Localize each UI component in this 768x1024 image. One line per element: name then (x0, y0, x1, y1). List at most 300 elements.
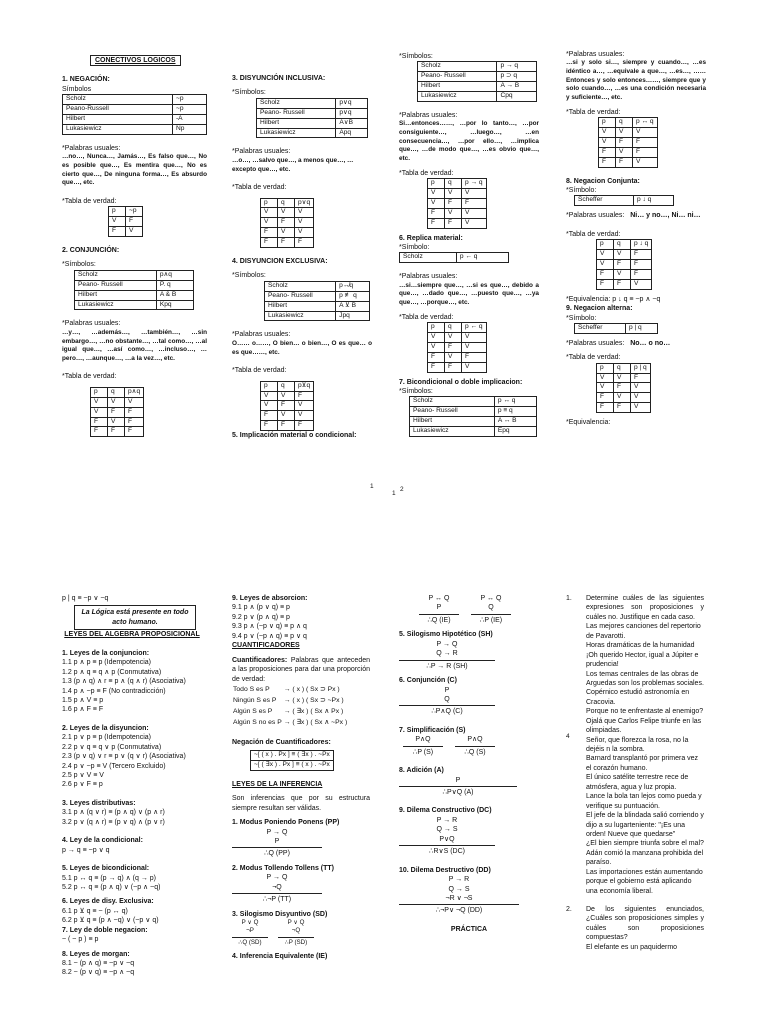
table-row (261, 401, 314, 411)
table-row (265, 311, 370, 321)
law-item: 2.5 p ∨ V ≡ V (62, 772, 104, 779)
label: *Símbolo: (566, 186, 597, 194)
truth-cell: V (631, 279, 652, 289)
premise: P → Q (266, 828, 288, 836)
symbol-cell: P. q (156, 280, 193, 290)
symbol-cell: ~p (172, 95, 206, 105)
table-row (599, 127, 658, 137)
premise: Q (444, 695, 450, 703)
symbol-cell: Hilbert (265, 301, 336, 311)
conclusion: ∴Q (IE) (419, 614, 459, 625)
law-item: 9.3 p ∧ (~p ∨ q) ≡ p ∧ q (232, 623, 307, 631)
symbol-cell: p ≢ q (336, 291, 370, 301)
truth-cell: V (445, 188, 462, 198)
quantifier-cell: Algún S no es P (233, 719, 282, 727)
law-item: 5.2 p ↔ q ≡ (p ∧ q) ∨ (~p ∧ ~q) (62, 883, 161, 891)
truth-cell: V (91, 407, 108, 417)
table-row (597, 259, 652, 269)
quantifier-negation-cell: ~[ ( ∃x ) . Px ] ≡ ( x ) . ~Px (251, 760, 334, 770)
law-item: 2.1 p ∨ p ≡ p (Idempotencia) (62, 734, 151, 742)
conclusion: ∴P (IE) (471, 614, 511, 625)
symbol-cell: p ≡ q (494, 407, 536, 417)
inf-heading: LEYES DE LA INFERENCIA (232, 780, 323, 788)
conclusion: ∴Q (S) (455, 746, 495, 757)
truth-cell: V (261, 208, 278, 218)
table-row (63, 95, 207, 105)
rule-pair (403, 735, 539, 757)
truth-cell: F (616, 137, 633, 147)
table-row (91, 427, 144, 437)
rule-pair (232, 919, 370, 947)
table-row (109, 207, 143, 217)
truth-cell: F (462, 198, 487, 208)
symbol-cell: Scholz (418, 62, 497, 72)
law-item: 2.4 p ∨ ~p ≡ V (Tercero Excluido) (62, 762, 166, 770)
truth-cell: p (597, 240, 614, 250)
truth-cell: F (631, 373, 651, 383)
col-1 (62, 55, 207, 437)
repl-heading: 6. Replica material: (399, 234, 463, 242)
na-heading: 9. Negacion alterna: (566, 305, 633, 313)
q-text: De los siguientes enunciados, ¿Cuáles son proposiciones simples y cuáles son proposiciones compuestas? (586, 906, 706, 942)
table-row (599, 137, 658, 147)
truth-cell: V (462, 218, 487, 228)
truth-cell: V (633, 157, 658, 167)
symbol-cell: p ← q (456, 253, 508, 263)
table-row (63, 105, 207, 115)
bic-truth-table (598, 117, 658, 167)
impl-symbols-table (417, 61, 537, 102)
truth-cell: F (428, 352, 445, 362)
truth-cell: F (295, 238, 314, 248)
premise: P ∨ Q (287, 919, 305, 927)
na-words: No… o no… (630, 339, 671, 347)
col-2 (232, 74, 372, 441)
q-item: Lance la bola tan lejos como pueda y verifique su puntuación. (586, 793, 702, 810)
rule-heading: 2. Modus Tollendo Tollens (TT) (232, 864, 335, 872)
truth-cell: F (428, 208, 445, 218)
truth-cell: p (109, 207, 126, 217)
table-row (75, 270, 194, 280)
truth-cell: F (126, 217, 143, 227)
label: *Tabla de verdad: (399, 313, 454, 321)
truth-cell: F (261, 228, 278, 238)
law-item: 3.1 p ∧ (q ∨ r) ≡ (p ∧ q) ∨ (p ∧ r) (62, 809, 165, 817)
premise: P (436, 604, 442, 612)
label: *Símbolos: (232, 89, 266, 97)
rule-heading: 4. Inferencia Equivalente (IE) (232, 953, 328, 961)
col-4 (566, 50, 706, 428)
q-item: El elefante es un paquidermo (586, 943, 678, 951)
symbol-cell: Scholz (265, 281, 336, 291)
table-row (261, 218, 314, 228)
table-row (232, 684, 348, 695)
practica-heading: PRÁCTICA (450, 925, 488, 933)
truth-cell: F (631, 259, 652, 269)
disy-truth-table (260, 198, 314, 248)
truth-cell: V (428, 332, 445, 342)
table-row (257, 128, 368, 138)
truth-cell: F (91, 417, 108, 427)
col-3 (399, 52, 539, 437)
symbol-cell: p∧q (156, 270, 193, 280)
symbol-cell: p∨q (336, 108, 368, 118)
section-heading: 6. Leyes de disy. Exclusiva: (62, 898, 154, 906)
symbol-cell: A → B (497, 82, 537, 92)
law-item: 3.2 p ∨ (q ∧ r) ≡ (p ∨ q) ∧ (p ∨ r) (62, 818, 165, 826)
symbol-cell: Jpq (336, 311, 370, 321)
na-equivalence: *Equivalencia: (566, 419, 611, 427)
premise: P ↔ Q (428, 595, 450, 602)
truth-cell: V (616, 127, 633, 137)
neg-cuant-table (250, 750, 334, 771)
truth-cell: p (261, 198, 278, 208)
table-row (400, 253, 509, 263)
law-item: 9.1 p ∧ (p ∨ q) ≡ p (232, 604, 290, 612)
table-row (410, 397, 537, 407)
table-row (261, 208, 314, 218)
label: *Símbolos: (232, 272, 266, 280)
truth-cell: V (428, 198, 445, 208)
conclusion: ∴R∨S (DC) (399, 845, 495, 856)
table-row (265, 291, 370, 301)
na-truth-table (596, 363, 651, 413)
law-list (62, 874, 202, 893)
table-row (251, 760, 334, 770)
law-list (62, 959, 202, 978)
truth-cell: F (616, 157, 633, 167)
page-number: 4 (566, 733, 570, 740)
label: *Símbolo: (399, 243, 430, 251)
bic-words: …si y solo si…, siempre y cuando…, …es idéntico a…, …equivale a que…, …es…, ……Entonces y solo entonces……, siempre que y solo cuando…, …es una condición necesaria y suficiente…, etc. (566, 59, 708, 101)
rule-heading: 9. Dilema Constructivo (DC) (399, 807, 492, 815)
rule-block (399, 875, 519, 916)
truth-cell: V (278, 411, 295, 421)
bic-symbols-table (409, 396, 537, 437)
conclusion: ∴¬P (TT) (232, 893, 322, 904)
truth-cell: F (295, 391, 314, 401)
truth-cell: V (261, 218, 278, 228)
symbol-cell: Peano-Russell (63, 105, 173, 115)
truth-cell: F (278, 218, 295, 228)
truth-cell: F (597, 279, 614, 289)
law-item: p → q ≡ ~p ∨ q (62, 846, 110, 854)
truth-cell: p (428, 323, 445, 333)
symbol-cell: Peano- Russell (410, 407, 495, 417)
law-item: 5.1 p ↔ q ≡ (p → q) ∧ (q → p) (62, 874, 157, 882)
truth-cell: F (445, 362, 462, 372)
conj-truth-table (90, 387, 144, 437)
bic-heading: 7. Bicondicional o doble implicacion: (399, 378, 523, 386)
truth-cell: F (631, 250, 652, 260)
truth-cell: V (445, 352, 462, 362)
table-row (257, 108, 368, 118)
q-number: 2. (566, 906, 572, 913)
law-item: 1.2 p ∧ q ≡ q ∧ p (Conmutativa) (62, 668, 162, 676)
conclusion: ∴Q (SD) (232, 937, 268, 947)
premise: P (444, 686, 450, 694)
truth-cell: q (445, 179, 462, 189)
cuant-text (232, 656, 370, 684)
truth-cell: V (462, 342, 487, 352)
section-heading: 1. Leyes de la conjuncion: (62, 649, 150, 657)
label: *Símbolo: (566, 314, 597, 322)
col-4 (566, 594, 706, 952)
symbol-cell: A & B (156, 290, 193, 300)
truth-cell: p (91, 387, 108, 397)
truth-cell: F (108, 427, 125, 437)
law-item: 8.1 ~ (p ∧ q) ≡ ~p ∨ ~q (62, 960, 135, 967)
table-row (428, 342, 487, 352)
table-row (410, 407, 537, 417)
law-item: 8.2 ~ (p ∨ q) ≡ ~p ∧ ~q (62, 969, 135, 977)
section-heading: 8. Leyes de morgan: (62, 950, 130, 958)
neg-truth-table (108, 206, 143, 237)
symbol-cell: Scheffer (575, 323, 626, 333)
truth-cell: F (125, 417, 144, 427)
repl-words: …si…siempre que…, …si es que…, debido a que…, …dado que…, …puesto que…, …ya que…, …porque…, etc. (399, 281, 541, 307)
truth-cell: V (295, 208, 314, 218)
q-item: Porque no te enfrentaste al enemigo? (586, 708, 704, 716)
rule-block (232, 919, 268, 947)
table-row (428, 323, 487, 333)
truth-cell: p → q (462, 179, 487, 189)
table-row (428, 362, 487, 372)
truth-cell: V (616, 147, 633, 157)
symbol-cell: p ↔ q (494, 397, 536, 407)
q-item: Horas dramáticas de la humanidad (586, 642, 695, 650)
table-row (75, 280, 194, 290)
rule-block (455, 735, 495, 757)
q-item: El único satélite terrestre rece de atmósfera, agua y luz propia. (586, 774, 689, 791)
nc-truth-table (596, 239, 652, 289)
rule-block (278, 919, 314, 947)
quantifier-cell: → ( x ) ( Sx ⊃ Px ) (283, 685, 340, 693)
conclusion: ∴P∧Q (C) (399, 705, 495, 716)
page-number: 1 (370, 483, 374, 490)
dex-truth-table (260, 381, 314, 431)
symbol-cell: Lukasiewicz (410, 427, 495, 437)
q-number: 1. (566, 595, 572, 602)
rule-block (403, 735, 443, 757)
symbol-cell: A∨B (336, 118, 368, 128)
rule-heading: 10. Dilema Destructivo (DD) (399, 866, 491, 874)
table-row (597, 240, 652, 250)
table-row (428, 332, 487, 342)
negacion-heading: 1. NEGACIÓN: (62, 76, 110, 84)
truth-cell: ~p (126, 207, 143, 217)
table-row (428, 208, 487, 218)
truth-cell: V (462, 332, 487, 342)
dex-words: O…… o……, O bien… o bien…, O es que… o es que……, etc. (232, 339, 374, 356)
table-row (109, 217, 143, 227)
truth-cell: V (109, 217, 126, 227)
symbol-cell: ~p (172, 105, 206, 115)
q-item: Copérnico estudió astronomía en Cracovia. (586, 689, 690, 706)
premise: Q (488, 604, 494, 612)
q-item: Señor, que florezca la rosa, no la dejéis n la sombra. (586, 736, 689, 753)
premise: ¬Q (272, 883, 282, 891)
conclusion: ∴P → R (SH) (399, 660, 495, 671)
table-row (418, 92, 537, 102)
truth-cell: F (614, 279, 631, 289)
law-item: 9.4 p ∨ (~p ∧ q) ≡ p ∨ q (232, 632, 307, 640)
symbol-cell: Lukasiewicz (75, 300, 157, 310)
q-item: Las mejores canciones del repertorio de Pavarotti. (586, 623, 701, 640)
rule-heading: 6. Conjunción (C) (399, 677, 457, 685)
rule-heading: 1. Modus Poniendo Ponens (PP) (232, 819, 340, 827)
rule-block (471, 594, 511, 625)
section-heading: 3. Leyes distributivas: (62, 799, 136, 807)
q-item: Ojalá que Carlos Felipe triunfe en las olimpiadas. (586, 717, 702, 735)
q-item: El jefe de la blindada salió corriendo y dijo a su lugarteniente: "¡Es una orden! Nueve que quedarse" (586, 812, 704, 838)
truth-cell: F (599, 147, 616, 157)
table-row (428, 188, 487, 198)
symbol-cell: p | q (626, 323, 658, 333)
premise: P → Q (266, 874, 288, 882)
law-list (62, 733, 202, 790)
truth-cell: V (108, 417, 125, 427)
premise: Q → R (436, 650, 458, 658)
page-number: 2 (400, 486, 404, 493)
quantifier-cell: Ningún S es P (233, 697, 277, 705)
truth-cell: q (108, 387, 125, 397)
table-row (597, 363, 651, 373)
col-2 (232, 594, 370, 962)
law-item: 1.1 p ∧ p ≡ p (Idempotencia) (62, 659, 151, 667)
label: *Tabla de verdad: (62, 197, 117, 205)
truth-cell: V (633, 127, 658, 137)
table-row (597, 373, 651, 383)
table-row (597, 269, 652, 279)
law-item: 2.6 p ∨ F ≡ p (62, 781, 103, 789)
table-row (418, 72, 537, 82)
conclusion: ∴P (S) (403, 746, 443, 757)
truth-cell: V (126, 227, 143, 237)
law-item: 6.1 p ⊻ q ≡ ~ (p ↔ q) (62, 907, 128, 915)
rule-pair (419, 594, 539, 625)
q-item: Las importaciones están aumentando porque el gobierno está aplicando una economía liberal. (586, 868, 703, 895)
table-row (410, 417, 537, 427)
doc-title: CONECTIVOS LOGICOS (90, 55, 181, 66)
col-3 (399, 594, 539, 934)
label: *Palabras usuales: (399, 273, 458, 281)
truth-cell: p∨q (295, 198, 314, 208)
table-row (597, 393, 651, 403)
rule-heading: 5. Silogismo Hipotético (SH) (399, 631, 493, 639)
truth-cell: F (261, 411, 278, 421)
truth-cell: F (428, 218, 445, 228)
page-bottom (0, 512, 768, 1024)
nc-words: Ni… y no…, Ni… ni… (630, 212, 701, 220)
rule-block (399, 640, 495, 671)
premise: Q → S (436, 826, 458, 834)
symbol-cell: Peano- Russell (75, 280, 157, 290)
truth-cell: V (614, 393, 631, 403)
impl-truth-table (427, 178, 487, 228)
table-row (261, 411, 314, 421)
law-list (62, 808, 202, 827)
law-list (62, 907, 202, 926)
quantifier-cell: Algún S es P (233, 708, 273, 716)
symbol-cell: Scholz (400, 253, 457, 263)
table-row (575, 196, 674, 206)
table-row (418, 82, 537, 92)
table-row (597, 383, 651, 393)
truth-cell: V (278, 391, 295, 401)
truth-cell: p (261, 381, 278, 391)
table-row (428, 218, 487, 228)
symbol-cell: A ↔ B (494, 417, 536, 427)
truth-cell: q (278, 198, 295, 208)
truth-cell: q (614, 363, 631, 373)
truth-cell: p (597, 363, 614, 373)
symbol-cell: p∨q (336, 98, 368, 108)
truth-cell: p⊻q (295, 381, 314, 391)
truth-cell: F (428, 362, 445, 372)
law-item: 1.4 p ∧ ~p ≡ F (No contradicción) (62, 687, 166, 695)
truth-cell: V (614, 269, 631, 279)
law-item: 1.5 p ∧ V ≡ p (62, 696, 104, 704)
label: *Símbolos: (399, 53, 433, 60)
table-row (599, 147, 658, 157)
algebra-heading: LEYES DEL ALGEBRA PROPOSICIONAL (64, 631, 200, 639)
truth-cell: F (445, 198, 462, 208)
na-words-line (566, 339, 706, 348)
repl-truth-table (427, 322, 487, 372)
nc-equivalence: *Equivalencia: p ↓ q ≡ ~p ∧ ~q (566, 295, 661, 303)
table-row (597, 403, 651, 413)
label: *Palabras usuales: (566, 212, 625, 220)
conclusion: ∴P (SD) (278, 937, 314, 947)
conj-words: …y…, …además…, …también…, …sin embargo…, …no obstante…, …tal como…, …al igual que…, …así como…, …incluso…, …pero…, …aunque…, …a la vez…, etc. (62, 328, 209, 362)
rule-block (232, 828, 322, 859)
truth-cell: F (614, 403, 631, 413)
table-row (265, 301, 370, 311)
symbol-cell: Lukasiewicz (418, 92, 497, 102)
premise: P∧Q (467, 736, 483, 744)
table-row (63, 124, 207, 134)
impl-heading: 5. Implicación material o condicional: (232, 432, 357, 440)
law-item: 2.3 (p ∨ q) ∨ r ≡ p ∨ (q ∨ r) (Asociativa) (62, 753, 186, 761)
label: *Tabla de verdad: (566, 108, 621, 116)
cuant-desc: Palabras que anteceden a las proposiciones para dar una proporción de verdad: (232, 656, 372, 683)
table-row (599, 118, 658, 128)
rule-block (399, 776, 517, 798)
table-row (428, 198, 487, 208)
truth-cell: F (633, 147, 658, 157)
table-row (261, 381, 314, 391)
truth-cell: V (445, 208, 462, 218)
truth-cell: q (616, 118, 633, 128)
premise: Q → S (448, 885, 470, 893)
symbol-cell: Lukasiewicz (265, 311, 336, 321)
law-item: ~ ( ~ p ) ≡ p (62, 936, 99, 944)
table-row (261, 238, 314, 248)
quantifier-cell: → ( ∃x ) ( Sx ∧ ~Px ) (283, 719, 348, 727)
table-row (91, 407, 144, 417)
truth-cell: V (597, 383, 614, 393)
label: Símbolos (62, 85, 92, 93)
quantifier-cell: → ( ∃x ) ( Sx ∧ Px ) (283, 708, 344, 716)
label: *Tabla de verdad: (399, 169, 454, 177)
premise: P∨Q (439, 835, 455, 843)
table-row (257, 98, 368, 108)
truth-cell: F (295, 421, 314, 431)
q-item: ¡Oh querido Hector, igual a Júpiter e prudencia! (586, 651, 699, 669)
truth-cell: V (462, 208, 487, 218)
rule-block (399, 686, 495, 717)
